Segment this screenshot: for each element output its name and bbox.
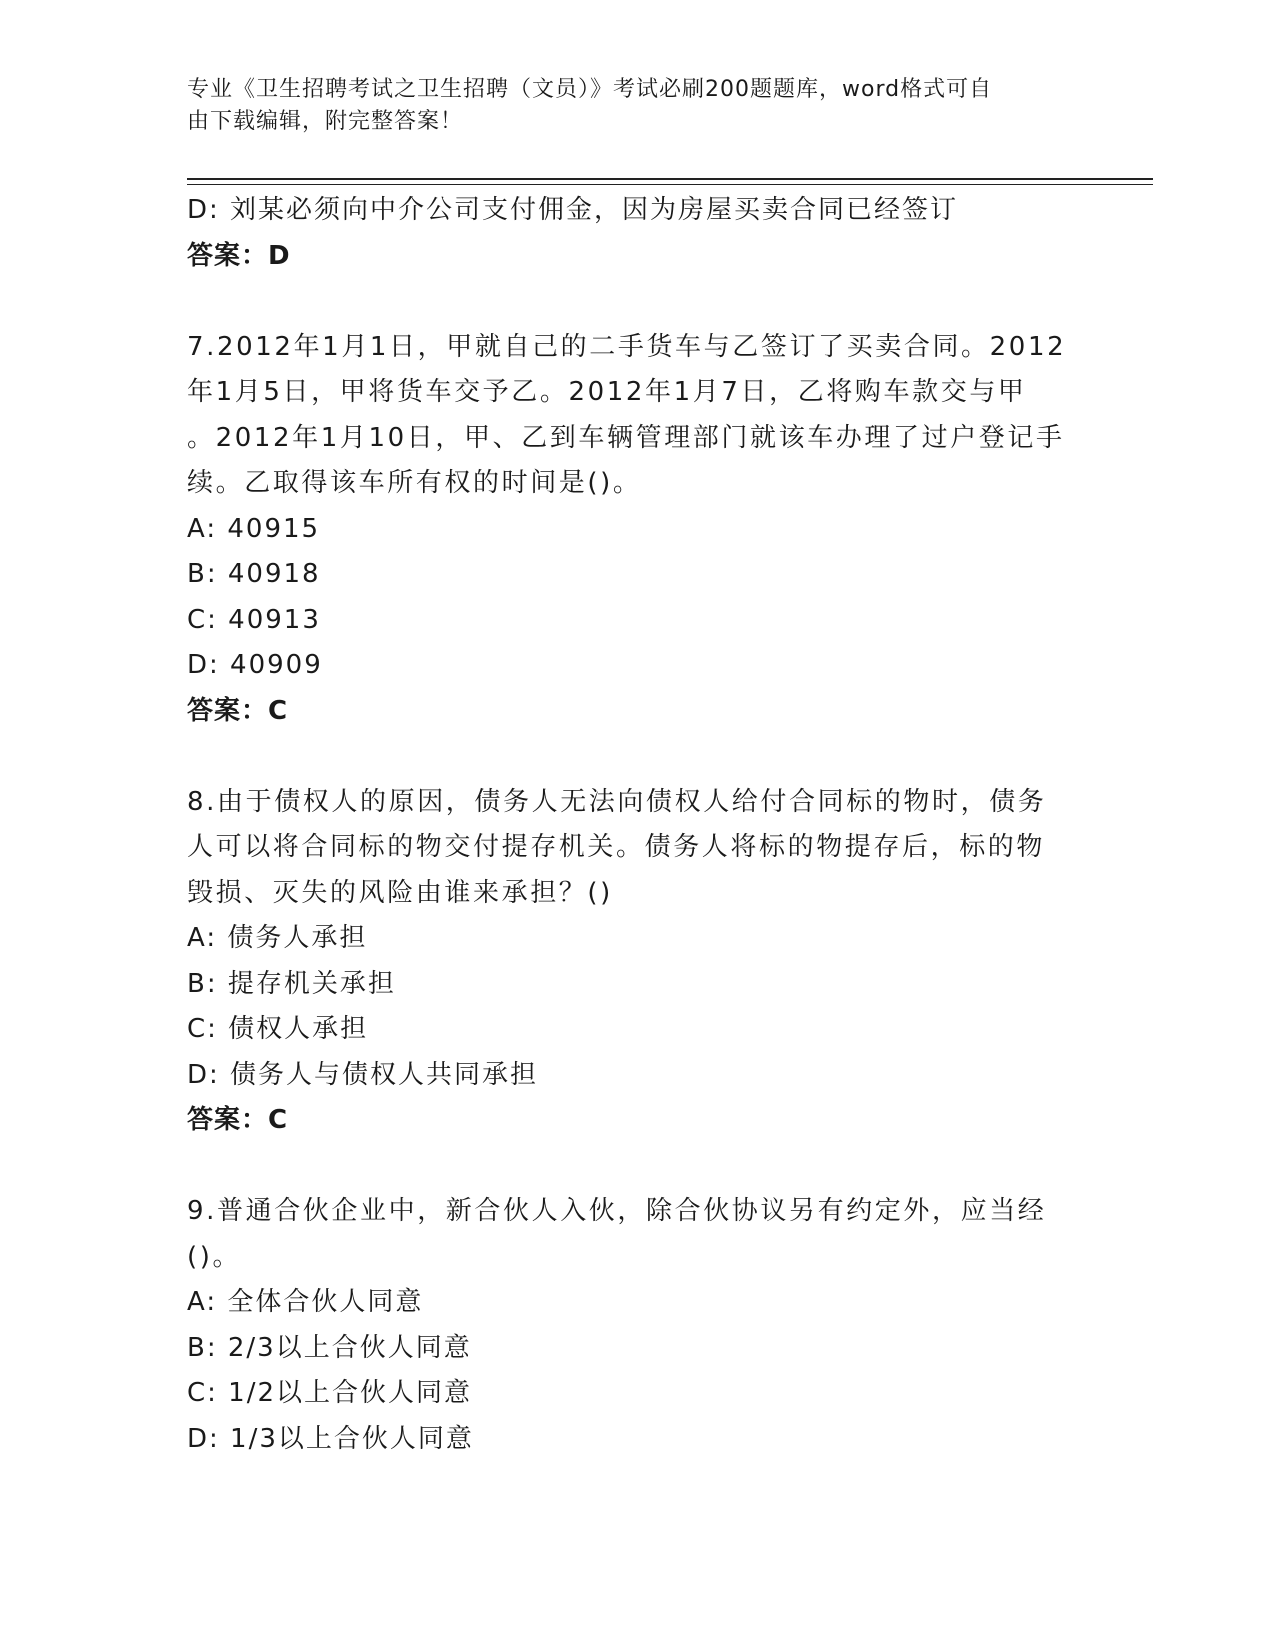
page-header <box>187 74 1087 138</box>
question-stem <box>187 325 1087 507</box>
question-7 <box>187 325 1087 735</box>
stem-line: 。2012年1月10日，甲、乙到车辆管理部门就该车办理了过户登记手 <box>187 422 1065 453</box>
option-d: D: 1/3以上合伙人同意 <box>187 1423 474 1454</box>
stem-line: 8.由于债权人的原因，债务人无法向债权人给付合同标的物时，债务 <box>187 786 1047 817</box>
stem-line: 年1月5日，甲将货车交予乙。2012年1月7日，乙将购车款交与甲 <box>187 377 1027 407</box>
question-stem <box>187 1189 1087 1280</box>
question-8 <box>187 780 1087 1144</box>
option-b: B: 40918 <box>187 559 321 589</box>
header-line-2: 由下载编辑，附完整答案！ <box>187 109 464 134</box>
question-stem <box>187 780 1087 917</box>
option-a: A: 40915 <box>187 513 321 544</box>
option-d: D: 债务人与债权人共同承担 <box>187 1059 539 1090</box>
header-divider <box>187 178 1153 180</box>
option-b: B: 提存机关承担 <box>187 968 396 999</box>
option-c: C: 1/2以上合伙人同意 <box>187 1378 473 1408</box>
stem-line: 人可以将合同标的物交付提存机关。债务人将标的物提存后，标的物 <box>187 832 1046 862</box>
header-line-1: 专业《卫生招聘考试之卫生招聘（文员）》考试必刷200题题库，word格式可自 <box>187 77 993 102</box>
answer: 答案：D <box>187 240 291 271</box>
spacer <box>187 1144 1087 1190</box>
header-divider-thin <box>187 184 1153 185</box>
stem-line: 续。乙取得该车所有权的时间是()。 <box>187 468 642 498</box>
option-a: A: 全体合伙人同意 <box>187 1287 424 1317</box>
spacer <box>187 279 1087 325</box>
stem-line: 毁损、灭失的风险由谁来承担？() <box>187 877 613 908</box>
answer: 答案：C <box>187 1105 289 1135</box>
stem-line: 7.2012年1月1日，甲就自己的二手货车与乙签订了买卖合同。2012 <box>187 331 1067 362</box>
option-d: D: 刘某必须向中介公司支付佣金，因为房屋买卖合同已经签订 <box>187 195 959 225</box>
option-c: C: 债权人承担 <box>187 1014 369 1044</box>
answer: 答案：C <box>187 695 289 726</box>
carryover-block <box>187 188 1087 279</box>
spacer <box>187 734 1087 780</box>
option-d: D: 40909 <box>187 650 323 680</box>
stem-line: 9.普通合伙企业中，新合伙人入伙，除合伙协议另有约定外，应当经 <box>187 1196 1047 1226</box>
stem-line: ()。 <box>187 1241 242 1272</box>
option-c: C: 40913 <box>187 604 321 635</box>
question-content <box>187 188 1087 1462</box>
option-a: A: 债务人承担 <box>187 923 368 953</box>
question-9 <box>187 1189 1087 1462</box>
option-b: B: 2/3以上合伙人同意 <box>187 1332 472 1363</box>
